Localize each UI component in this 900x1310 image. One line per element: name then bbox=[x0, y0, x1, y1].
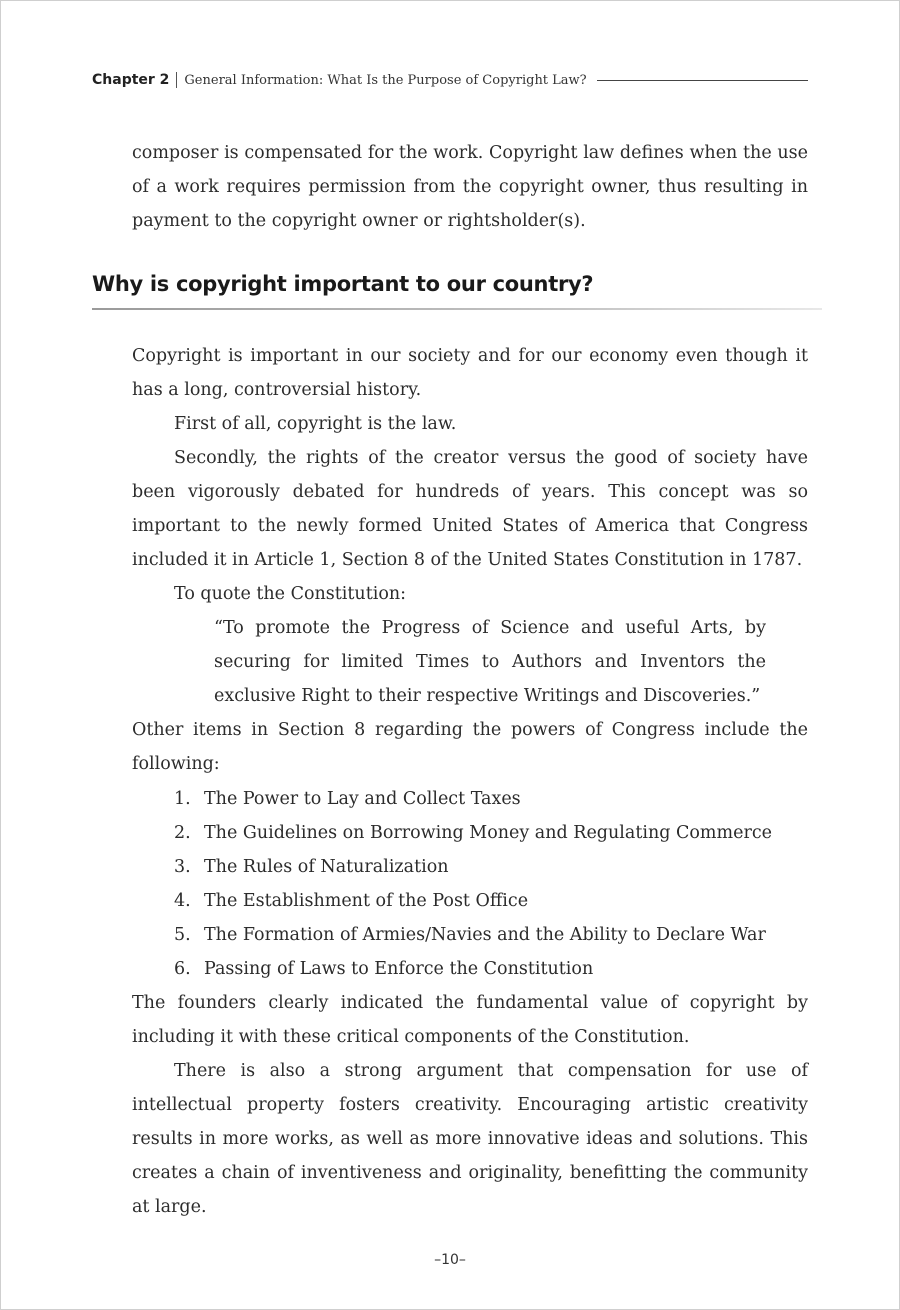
list-item-text: The Guidelines on Borrowing Money and Regulating Commerce bbox=[204, 823, 772, 843]
list-item-text: The Establishment of the Post Office bbox=[204, 891, 529, 911]
list-item bbox=[174, 782, 772, 816]
header-separator bbox=[176, 72, 177, 88]
quote-line: exclusive Right to their respective Writings and Discoveries.” bbox=[214, 686, 761, 706]
paragraph-creativity: There is also a strong argument that compensation for use of intellectual property fosters creativity. Encouraging artistic creativity results in more works, as well as more innovative ideas and solutions. This creates a chain of inventiveness and originality, benefitting the community at large. bbox=[132, 1061, 808, 1217]
list-item-number: 6. bbox=[174, 959, 191, 979]
list-item bbox=[174, 816, 772, 850]
constitution-quote bbox=[214, 611, 766, 713]
intro-paragraph: composer is compensated for the work. Copyright law defines when the use of a work requires permission from the copyright owner, thus resulting in payment to the copyright owner or rightsholder(s). bbox=[132, 143, 808, 231]
list-item-number: 5. bbox=[174, 925, 191, 945]
list-item bbox=[174, 850, 772, 884]
chapter-label: Chapter 2 bbox=[92, 72, 170, 88]
list-item-text: The Power to Lay and Collect Taxes bbox=[204, 789, 521, 809]
paragraph-rights-debate: Secondly, the rights of the creator versus the good of society have been vigorously debated for hundreds of years. This concept was so important to the newly formed United States of America that Congress included it in Article 1, Section 8 of the United States Constitution in 1787. bbox=[132, 448, 808, 570]
running-header-title: General Information: What Is the Purpose of Copyright Law? bbox=[184, 72, 587, 88]
running-header bbox=[92, 68, 808, 92]
list-item-number: 1. bbox=[174, 789, 191, 809]
list-item bbox=[174, 952, 772, 986]
congress-powers-list bbox=[174, 782, 772, 986]
page-number: –10– bbox=[434, 1252, 466, 1268]
paragraph-copyright-is-law: First of all, copyright is the law. bbox=[174, 414, 457, 434]
paragraph-quote-intro: To quote the Constitution: bbox=[174, 584, 407, 604]
section-heading: Why is copyright important to our country? bbox=[92, 272, 594, 296]
paragraph-other-items: Other items in Section 8 regarding the powers of Congress include the following: bbox=[132, 720, 808, 774]
list-item-text: The Rules of Naturalization bbox=[204, 857, 449, 877]
list-item-number: 4. bbox=[174, 891, 191, 911]
quote-line: “To promote the Progress of Science and useful Arts, by bbox=[214, 618, 766, 638]
list-item-number: 3. bbox=[174, 857, 191, 877]
header-rule bbox=[597, 80, 808, 81]
paragraph-founders: The founders clearly indicated the fundamental value of copyright by including it with these critical components of the Constitution. bbox=[132, 993, 808, 1047]
list-item-text: The Formation of Armies/Navies and the Ability to Declare War bbox=[204, 925, 766, 945]
quote-line: securing for limited Times to Authors and Inventors the bbox=[214, 652, 766, 672]
list-item bbox=[174, 918, 772, 952]
paragraph-copyright-important: Copyright is important in our society and for our economy even though it has a long, controversial history. bbox=[132, 346, 808, 400]
list-item-text: Passing of Laws to Enforce the Constitution bbox=[204, 959, 594, 979]
heading-rule bbox=[92, 308, 822, 310]
list-item bbox=[174, 884, 772, 918]
list-item-number: 2. bbox=[174, 823, 191, 843]
